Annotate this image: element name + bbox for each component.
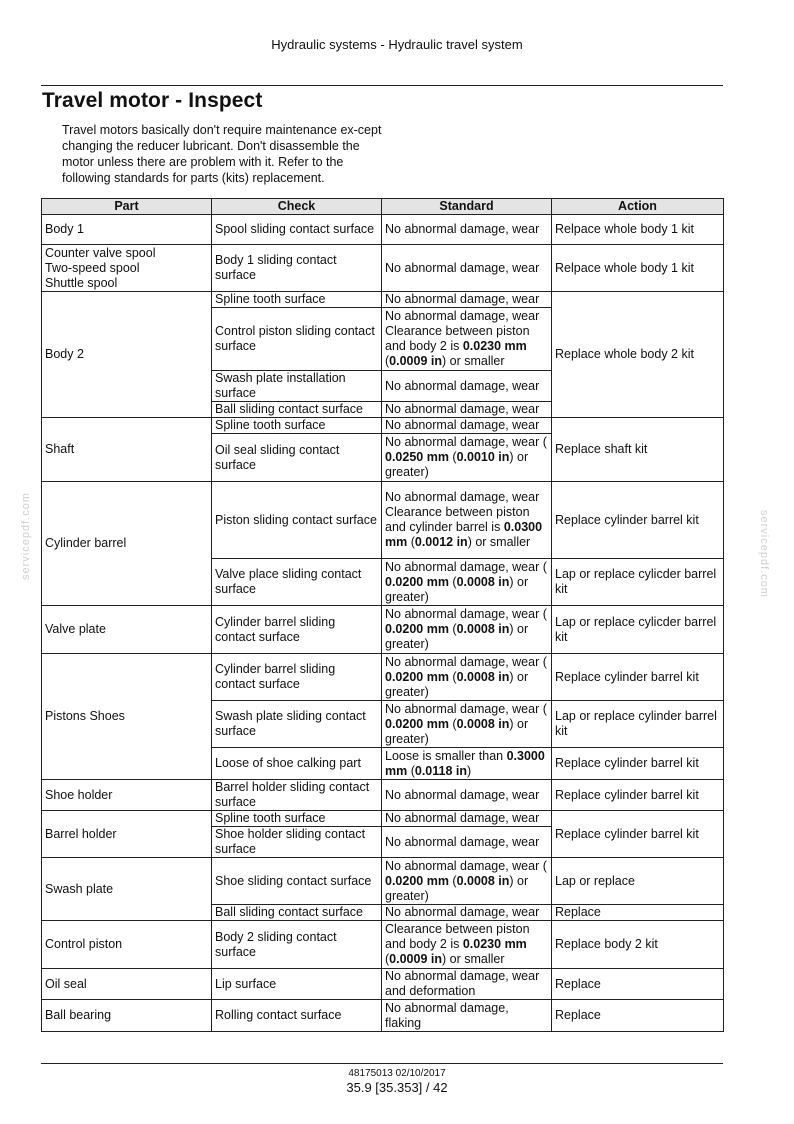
table-row [42, 418, 724, 434]
table-cell: No abnormal damage, wear [382, 215, 552, 245]
table-cell: Body 1 sliding contact surface [212, 245, 382, 292]
table-cell: No abnormal damage, wear [382, 371, 552, 402]
table-cell: Valve place sliding contact surface [212, 559, 382, 606]
table-cell: Replace shaft kit [552, 418, 724, 482]
table-cell: Replace [552, 1000, 724, 1032]
table-cell: Control piston [42, 921, 212, 969]
table-cell: Lap or replace cylicder barrel kit [552, 606, 724, 654]
column-header-check: Check [212, 199, 382, 215]
table-cell: Replace body 2 kit [552, 921, 724, 969]
table-cell: Replace cylinder barrel kit [552, 780, 724, 811]
table-cell: No abnormal damage, wear [382, 811, 552, 827]
table-cell: Body 2 [42, 292, 212, 418]
table-cell: No abnormal damage, wear Clearance between piston and body 2 is 0.0230 mm (0.0009 in) or smaller [382, 308, 552, 371]
table-cell: Relpace whole body 1 kit [552, 245, 724, 292]
table-cell: Counter valve spool Two-speed spool Shuttle spool [42, 245, 212, 292]
table-row [42, 969, 724, 1000]
column-header-standard: Standard [382, 199, 552, 215]
table-cell: Replace whole body 2 kit [552, 292, 724, 418]
table-cell: No abnormal damage, wear ( 0.0200 mm (0.0008 in) or greater) [382, 701, 552, 748]
table-cell: No abnormal damage, wear ( 0.0200 mm (0.0008 in) or greater) [382, 559, 552, 606]
page-title: Travel motor - Inspect [42, 89, 263, 112]
table-row [42, 482, 724, 559]
table-cell: Body 2 sliding contact surface [212, 921, 382, 969]
table-cell: Ball bearing [42, 1000, 212, 1032]
page-number: 35.9 [35.353] / 42 [346, 1080, 448, 1095]
table-cell: Oil seal sliding contact surface [212, 434, 382, 482]
table-cell: Swash plate [42, 858, 212, 921]
table-cell: No abnormal damage, wear [382, 292, 552, 308]
table-cell: Pistons Shoes [42, 654, 212, 780]
table-row [42, 292, 724, 308]
table-row [42, 921, 724, 969]
table-cell: Oil seal [42, 969, 212, 1000]
table-cell: No abnormal damage, wear ( 0.0200 mm (0.0008 in) or greater) [382, 858, 552, 905]
table-cell: Replace [552, 969, 724, 1000]
table-cell: Valve plate [42, 606, 212, 654]
table-cell: Replace cylinder barrel kit [552, 748, 724, 780]
table-row [42, 215, 724, 245]
inspection-table [41, 198, 724, 1032]
table-cell: No abnormal damage, wear [382, 905, 552, 921]
table-cell: Lap or replace cylinder barrel kit [552, 701, 724, 748]
table-cell: No abnormal damage, wear ( 0.0250 mm (0.0010 in) or greater) [382, 434, 552, 482]
table-cell: No abnormal damage, wear [382, 418, 552, 434]
table-cell: Swash plate sliding contact surface [212, 701, 382, 748]
table-cell: Shoe holder sliding contact surface [212, 827, 382, 858]
table-cell: Cylinder barrel sliding contact surface [212, 606, 382, 654]
table-row [42, 780, 724, 811]
table-row [42, 1000, 724, 1032]
table-row [42, 858, 724, 905]
table-row [42, 606, 724, 654]
table-cell: Replace cylinder barrel kit [552, 482, 724, 559]
table-cell: No abnormal damage, flaking [382, 1000, 552, 1032]
table-cell: Replace cylinder barrel kit [552, 811, 724, 858]
table-header-row [42, 199, 724, 215]
table-cell: Spline tooth surface [212, 292, 382, 308]
header-rule [41, 85, 723, 86]
table-row [42, 654, 724, 701]
table-cell: No abnormal damage, wear [382, 827, 552, 858]
intro-paragraph: Travel motors basically don't require maintenance ex-cept changing the reducer lubricant. Don't disassemble the motor unless there are problem with it. Refer to the following standards for parts (kits) replacement. [62, 123, 382, 185]
table-cell: No abnormal damage, wear ( 0.0200 mm (0.0008 in) or greater) [382, 654, 552, 701]
table-cell: Lap or replace cylicder barrel kit [552, 559, 724, 606]
table-cell: Piston sliding contact surface [212, 482, 382, 559]
table-row [42, 245, 724, 292]
table-cell: Barrel holder sliding contact surface [212, 780, 382, 811]
table-cell: Barrel holder [42, 811, 212, 858]
table-cell: Ball sliding contact surface [212, 402, 382, 418]
table-cell: Replace cylinder barrel kit [552, 654, 724, 701]
table-cell: Ball sliding contact surface [212, 905, 382, 921]
table-cell: No abnormal damage, wear [382, 780, 552, 811]
document-id: 48175013 02/10/2017 [348, 1068, 446, 1079]
column-header-action: Action [552, 199, 724, 215]
table-cell: Lap or replace [552, 858, 724, 905]
table-cell: Clearance between piston and body 2 is 0.0230 mm (0.0009 in) or smaller [382, 921, 552, 969]
footer-rule [41, 1063, 723, 1064]
table-cell: No abnormal damage, wear and deformation [382, 969, 552, 1000]
table-cell: No abnormal damage, wear Clearance between piston and cylinder barrel is 0.0300 mm (0.0012 in) or smaller [382, 482, 552, 559]
table-cell: Body 1 [42, 215, 212, 245]
column-header-part: Part [42, 199, 212, 215]
table-cell: Cylinder barrel sliding contact surface [212, 654, 382, 701]
table-cell: Cylinder barrel [42, 482, 212, 606]
table-body [42, 215, 724, 1032]
table-cell: Loose is smaller than 0.3000 mm (0.0118 in) [382, 748, 552, 780]
table-cell: Relpace whole body 1 kit [552, 215, 724, 245]
table-cell: Spool sliding contact surface [212, 215, 382, 245]
table-cell: Spline tooth surface [212, 811, 382, 827]
table-cell: Rolling contact surface [212, 1000, 382, 1032]
table-cell: Shoe sliding contact surface [212, 858, 382, 905]
table-cell: No abnormal damage, wear [382, 402, 552, 418]
table-cell: Spline tooth surface [212, 418, 382, 434]
running-header: Hydraulic systems - Hydraulic travel system [271, 37, 523, 52]
table-cell: Shaft [42, 418, 212, 482]
table-cell: Replace [552, 905, 724, 921]
table-cell: Lip surface [212, 969, 382, 1000]
table-row [42, 811, 724, 827]
watermark-right: servicepdf.com [758, 510, 770, 598]
table-cell: Shoe holder [42, 780, 212, 811]
table-cell: No abnormal damage, wear [382, 245, 552, 292]
watermark-left: servicepdf.com [20, 492, 32, 580]
table-cell: No abnormal damage, wear ( 0.0200 mm (0.0008 in) or greater) [382, 606, 552, 654]
table-cell: Loose of shoe calking part [212, 748, 382, 780]
table-cell: Control piston sliding contact surface [212, 308, 382, 371]
table-cell: Swash plate installation surface [212, 371, 382, 402]
